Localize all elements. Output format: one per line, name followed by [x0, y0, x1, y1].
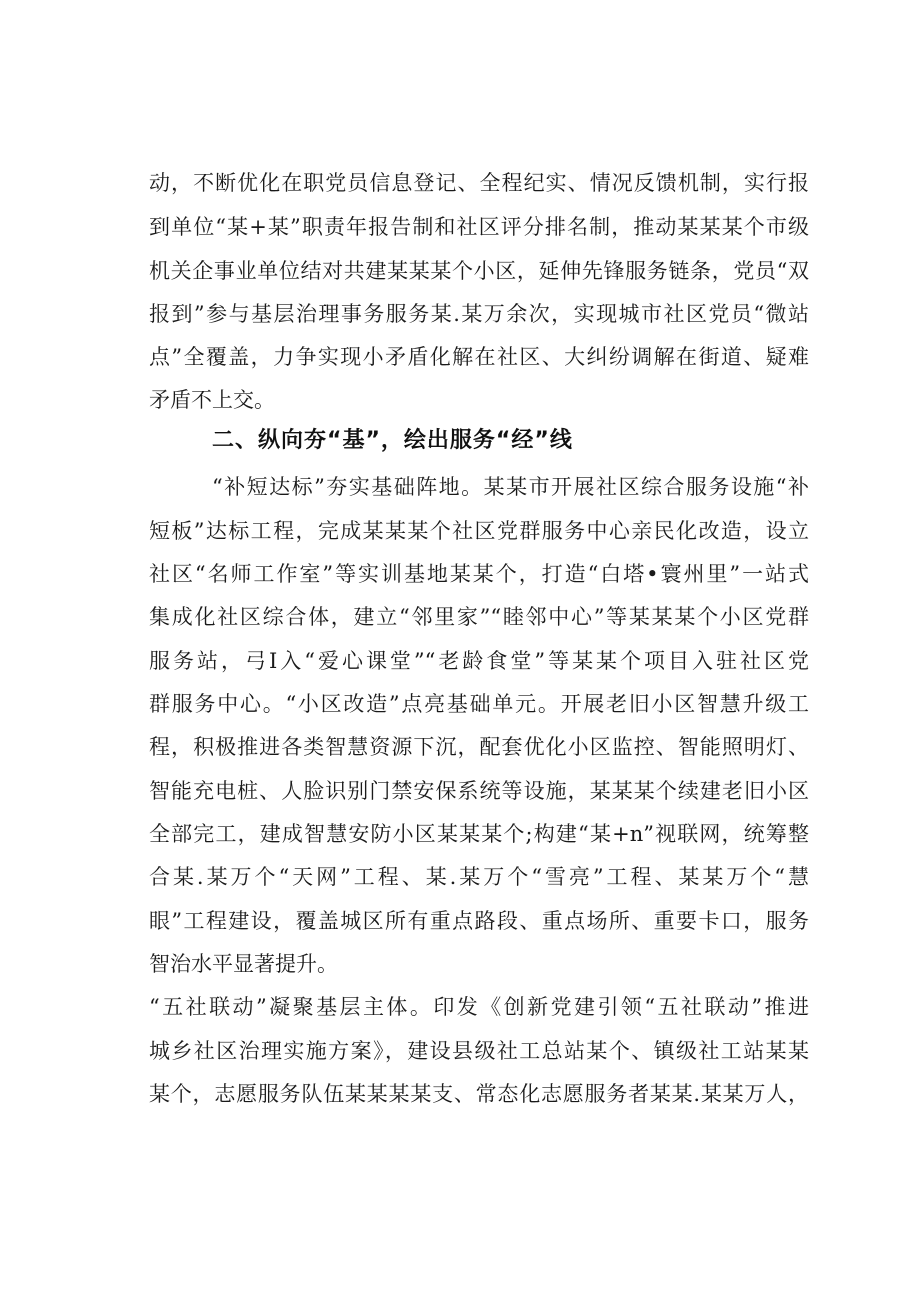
paragraph-line: 眼”工程建设，覆盖城区所有重点路段、重点场所、重要卡口，服务	[149, 909, 809, 933]
paragraph-line: 到单位“某+某”职责年报告制和社区评分排名制，推动某某某个市级	[149, 215, 809, 239]
paragraph-line: 矛盾不上交。	[149, 388, 275, 412]
paragraph-line: 机关企事业单位结对共建某某某个小区，延伸先锋服务链条，党员“双	[149, 259, 809, 283]
paragraph-line: 智能充电桩、人脸识别门禁安保系统等设施，某某某个续建老旧小区	[149, 779, 809, 803]
section-heading: 二、纵向夯“基”，绘出服务“经”线	[212, 428, 573, 453]
paragraph-line: “补短达标”夯实基础阵地。某某市开展社区综合服务设施“补	[212, 475, 809, 499]
paragraph-line: 城乡社区治理实施方案》，建设县级社工总站某个、镇级社工站某某	[149, 1039, 809, 1063]
paragraph-line: 全部完工，建成智慧安防小区某某某个;构建“某+n”视联网，统筹整	[149, 822, 809, 846]
paragraph-line: 报到”参与基层治理事务服务某.某万余次，实现城市社区党员“微站	[149, 302, 809, 326]
paragraph-line: 程，积极推进各类智慧资源下沉，配套优化小区监控、智能照明灯、	[149, 735, 809, 759]
paragraph-line: 点”全覆盖，力争实现小矛盾化解在社区、大纠纷调解在街道、疑难	[149, 345, 809, 369]
paragraph-line: 智治水平显著提升。	[149, 952, 338, 976]
paragraph-line: 短板”达标工程，完成某某某个社区党群服务中心亲民化改造，设立	[149, 519, 809, 543]
paragraph-line: 某个，志愿服务队伍某某某某支、常态化志愿服务者某某.某某万人，	[149, 1082, 809, 1106]
paragraph-line: 集成化社区综合体，建立“邻里家”“睦邻中心”等某某某个小区党群	[149, 605, 809, 629]
paragraph-line: 服务站，弓I入“爱心课堂”“老龄食堂”等某某个项目入驻社区党	[149, 649, 809, 673]
paragraph-line: “五社联动”凝聚基层主体。印发《创新党建引领“五社联动”推进	[149, 995, 809, 1019]
paragraph-line: 动，不断优化在职党员信息登记、全程纪实、情况反馈机制，实行报	[149, 171, 809, 195]
paragraph-line: 社区“名师工作室”等实训基地某某个，打造“白塔•寰州里”一站式	[149, 562, 809, 586]
paragraph-line: 群服务中心。“小区改造”点亮基础单元。开展老旧小区智慧升级工	[149, 692, 809, 716]
paragraph-line: 合某.某万个“天网”工程、某.某万个“雪亮”工程、某某万个“慧	[149, 865, 809, 889]
